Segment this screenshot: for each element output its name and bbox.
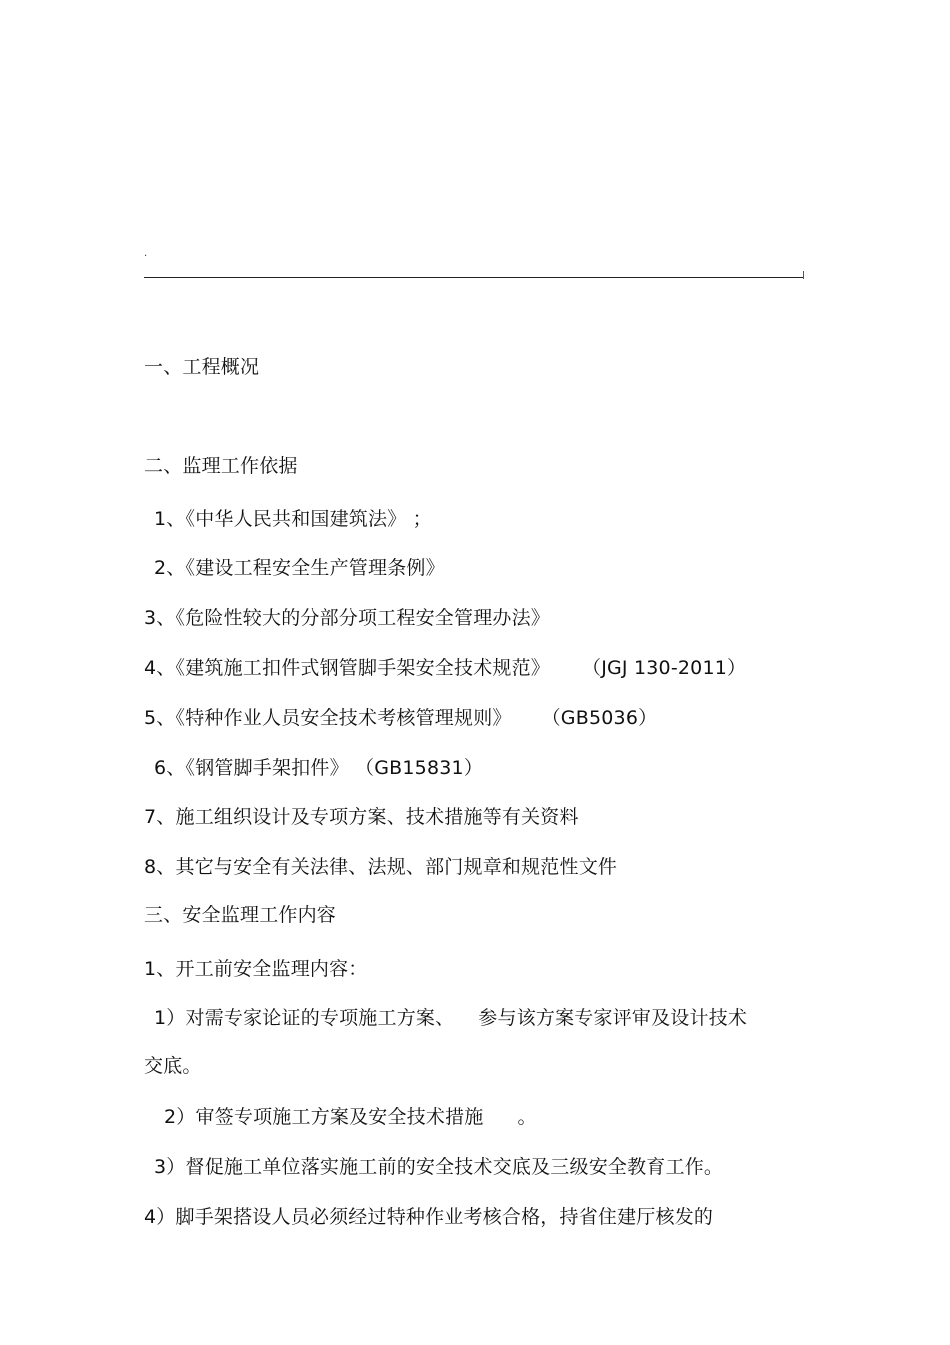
header-rule-tick — [803, 271, 804, 279]
content-paragraph-3: 3）督促施工单位落实施工前的安全技术交底及三级安全教育工作。 — [154, 1156, 724, 1178]
content-paragraph-4: 4）脚手架搭设人员必须经过特种作业考核合格，持省住建厅核发的 — [144, 1206, 714, 1228]
basis-item-4-code: （JGJ 130-2011） — [582, 657, 747, 679]
header-rule — [144, 277, 804, 278]
basis-item-6: 6、《钢管脚手架扣件》 （GB15831） — [154, 757, 484, 779]
section-title-basis: 二、监理工作依据 — [144, 455, 298, 477]
content-paragraph-1 — [154, 1005, 747, 1031]
basis-item-3: 3、《危险性较大的分部分项工程安全管理办法》 — [144, 607, 550, 629]
content-subheading-1: 1、开工前安全监理内容： — [144, 958, 368, 980]
content-paragraph-1-part-b: 参与该方案专家评审及设计技术 — [478, 1007, 748, 1029]
section-title-content: 三、安全监理工作内容 — [144, 904, 337, 926]
content-paragraph-1-part-a: 1）对需专家论证的专项施工方案、 — [154, 1007, 455, 1029]
basis-item-4-title: 4、《建筑施工扣件式钢管脚手架安全技术规范》 — [144, 657, 550, 679]
basis-item-5-code: （GB5036） — [541, 707, 658, 729]
content-paragraph-2-part-b: 。 — [517, 1106, 537, 1128]
content-paragraph-2-part-a: 2）审签专项施工方案及安全技术措施 — [164, 1106, 484, 1128]
basis-item-7: 7、施工组织设计及专项方案、技术措施等有关资料 — [144, 806, 579, 828]
basis-item-5 — [144, 705, 657, 731]
header-dot: . — [144, 248, 148, 259]
basis-item-4 — [144, 655, 746, 681]
basis-item-2: 2、《建设工程安全生产管理条例》 — [154, 557, 445, 579]
basis-item-8: 8、其它与安全有关法律、法规、部门规章和规范性文件 — [144, 856, 618, 878]
content-paragraph-1-cont: 交底。 — [144, 1055, 202, 1077]
basis-item-1: 1、《中华人民共和国建筑法》 ； — [154, 508, 432, 530]
section-title-overview: 一、工程概况 — [144, 356, 260, 378]
basis-item-5-title: 5、《特种作业人员安全技术考核管理规则》 — [144, 707, 512, 729]
content-paragraph-2 — [164, 1104, 537, 1130]
